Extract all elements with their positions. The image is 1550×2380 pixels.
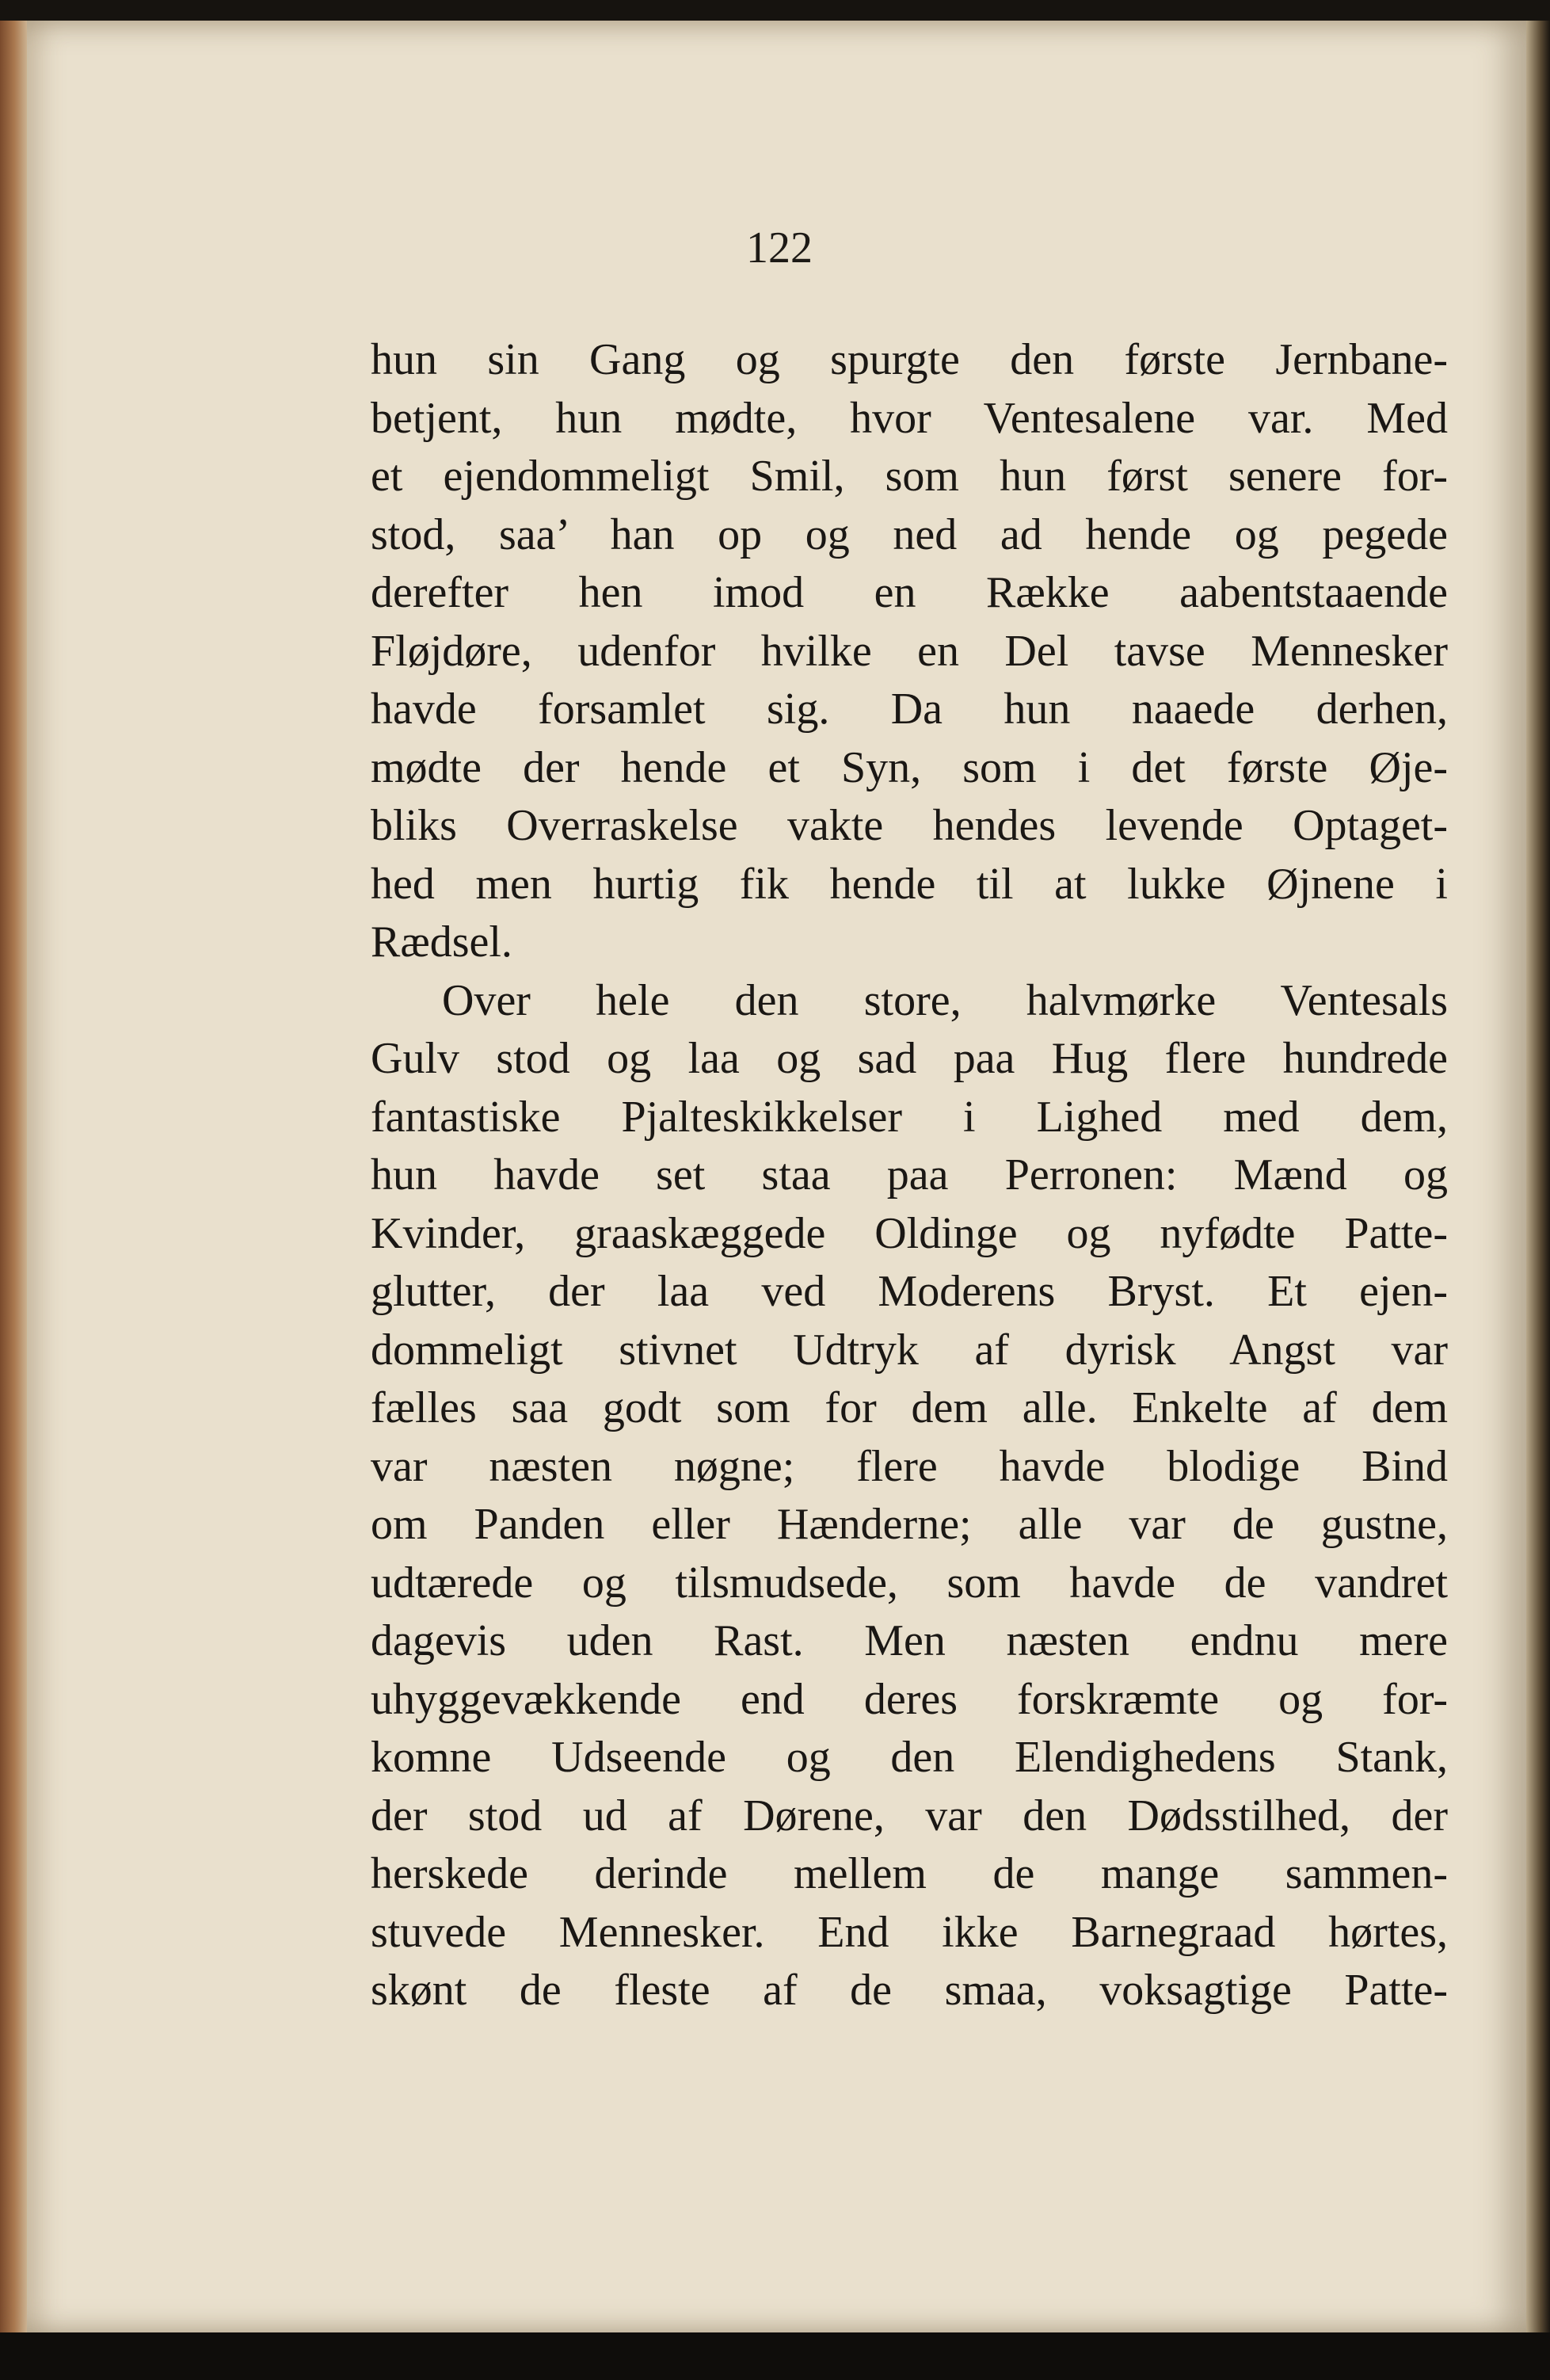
text-line: fantastiske Pjalteskikkelser i Lighed med dem,	[371, 1092, 1448, 1142]
page-number: 122	[746, 223, 813, 273]
text-line: udtærede og tilsmudsede, som havde de vandret	[371, 1558, 1448, 1608]
text-line: Over hele den store, halvmørke Ventesals	[442, 975, 1448, 1025]
text-line: havde forsamlet sig. Da hun naaede derhen,	[371, 685, 1448, 734]
text-line: dommeligt stivnet Udtryk af dyrisk Angst var	[371, 1325, 1448, 1375]
text-line: Fløjdøre, udenfor hvilke en Del tavse Mennesker	[371, 626, 1448, 676]
text-line: om Panden eller Hænderne; alle var de gustne,	[371, 1500, 1448, 1549]
text-line: hed men hurtig fik hende til at lukke Øjnene i	[371, 859, 1448, 909]
text-line: glutter, der laa ved Moderens Bryst. Et ejen-	[371, 1267, 1448, 1316]
text-line: derefter hen imod en Række aabentstaaende	[371, 568, 1448, 617]
text-line: mødte der hende et Syn, som i det første Øje-	[371, 742, 1448, 792]
text-line: herskede derinde mellem de mange sammen-	[371, 1849, 1448, 1898]
text-line: et ejendommeligt Smil, som hun først senere for-	[371, 452, 1448, 501]
text-line: stuvede Mennesker. End ikke Barnegraad hørtes,	[371, 1907, 1448, 1957]
text-line: Kvinder, graaskæggede Oldinge og nyfødte Patte-	[371, 1208, 1448, 1258]
scan-background	[0, 2332, 1550, 2380]
text-line: dagevis uden Rast. Men næsten endnu mere	[371, 1616, 1448, 1665]
body-text	[371, 331, 1448, 2020]
text-line: der stod ud af Dørene, var den Dødsstilhed, der	[371, 1791, 1448, 1840]
book-page	[27, 21, 1532, 2334]
text-line: Rædsel.	[371, 917, 512, 967]
text-line: hun havde set staa paa Perronen: Mænd og	[371, 1150, 1448, 1200]
text-line: bliks Overraskelse vakte hendes levende Optaget-	[371, 801, 1448, 850]
text-line: skønt de fleste af de smaa, voksagtige Patte-	[371, 1966, 1448, 2015]
text-line: hun sin Gang og spurgte den første Jernbane-	[371, 335, 1448, 384]
text-line: stod, saa’ han op og ned ad hende og pegede	[371, 509, 1448, 559]
text-line: uhyggevækkende end deres forskræmte og for-	[371, 1674, 1448, 1724]
page-shadow-edge	[1526, 21, 1550, 2334]
text-line: komne Udseende og den Elendighedens Stank,	[371, 1733, 1448, 1782]
text-line: Gulv stod og laa og sad paa Hug flere hundrede	[371, 1034, 1448, 1083]
text-line: fælles saa godt som for dem alle. Enkelte af dem	[371, 1383, 1448, 1432]
text-line: var næsten nøgne; flere havde blodige Bind	[371, 1441, 1448, 1491]
text-line: betjent, hun mødte, hvor Ventesalene var. Med	[371, 393, 1448, 443]
